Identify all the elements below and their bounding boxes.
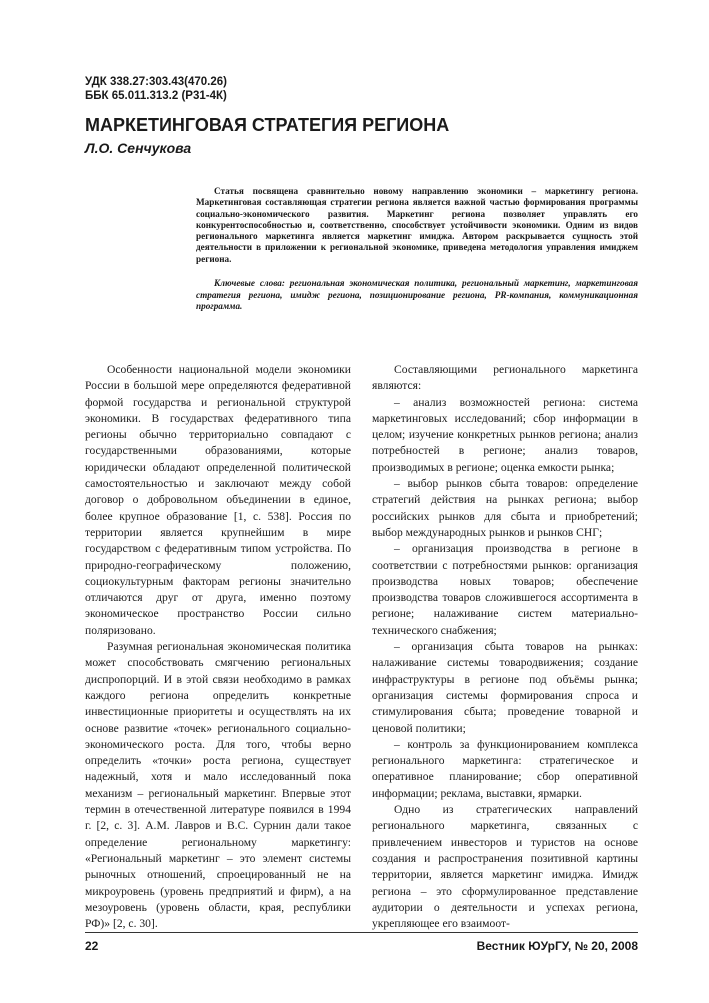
list-item: – организация производства в регионе в соответствии с потребностями рынков: организация производства новых товаров; обеспечение производства товаров сложившегося ассортимента в регионе; налаживание систем материально-технического снабжения; <box>372 542 638 637</box>
abstract <box>196 186 638 265</box>
udc-code: УДК 338.27:303.43(470.26) <box>85 76 227 88</box>
journal-name: Вестник ЮУрГУ, № 20, 2008 <box>476 939 638 953</box>
footer-divider <box>85 932 638 933</box>
list-item: – организация сбыта товаров на рынках: налаживание системы товародвижения; создание инфраструктуры в регионе под объёмы рынка; организация системы формирования спроса и стимулирования сбыта; проведение товарной и ценовой политики; <box>372 640 638 735</box>
keywords: Ключевые слова: региональная экономическая политика, региональный маркетинг, маркетинговая стратегия региона, имидж региона, позиционирование региона, PR-компания, коммуникационная программа. <box>196 278 638 311</box>
left-column <box>85 362 351 932</box>
classification-codes <box>85 75 227 103</box>
paragraph: Разумная региональная экономическая политика может способствовать смягчению региональных диспропорций. И в этой связи необходимо в рамках каждого региона определить конкретные инвестиционные приоритеты и осуществлять на их основе развитие «точек» регионального социально-экономического роста. Для того, чтобы верно определить «точки» роста региона, существует надежный, хотя и мало исследованный пока механизм – региональный маркетинг. Впервые этот термин в отечественной литературе появился в 1994 г. [2, с. 3]. А.М. Лавров и В.С. Сурнин дали такое определение региональному маркетингу: «Региональный маркетинг – это элемент системы рыночных отношений, спроецированный не на микроуровень (уровень предприятий и фирм), а на мезоуровень (уровень области, края, республики РФ)» [2, с. 30]. <box>85 640 351 931</box>
abstract-text: Статья посвящена сравнительно новому направлению экономики – маркетингу региона. Маркетинговая составляющая стратегии региона является важной частью формирования программы социально-экономического развития. Маркетинг региона позволяет управлять его конкурентоспособностью и, соответственно, способствует устойчивости экономики. Одним из видов регионального маркетинга является маркетинг имиджа. Автором раскрывается сущность этой деятельности в приложении к региональной экономике, приведена методология управления имиджем региона. <box>196 186 638 264</box>
right-column <box>372 362 638 932</box>
paragraph: Одно из стратегических направлений регионального маркетинга, связанных с привлечением инвесторов и туристов на основе создания и распространения позитивной картины территории, является маркетинг имиджа. Имидж региона – это сформулированное представление аудитории о деятельности и успехах региона, укрепляющее его взаимоот- <box>372 803 638 931</box>
article-author: Л.О. Сенчукова <box>85 140 192 156</box>
article-title: МАРКЕТИНГОВАЯ СТРАТЕГИЯ РЕГИОНА <box>85 115 450 135</box>
list-item: – контроль за функционированием комплекса регионального маркетинга: стратегическое и оперативное планирование; сбор оперативной информации; реклама, выставки, ярмарки. <box>372 737 638 800</box>
bbk-code: ББК 65.011.313.2 (Р31-4К) <box>85 90 227 102</box>
list-item: – выбор рынков сбыта товаров: определение стратегий действия на рынках региона; выбор российских рынков для сбыта и приобретений; выбор международных рынков и рынков СНГ; <box>372 477 638 539</box>
paragraph: Составляющими регионального маркетинга являются: <box>372 363 638 393</box>
page-number: 22 <box>85 939 99 953</box>
list-item: – анализ возможностей региона: система маркетинговых исследований; сбор информации в целом; изучение конкретных рынков региона; анализ потребностей в регионе; анализ товаров, производимых в регионе; оценка емкости рынка; <box>372 395 638 474</box>
paragraph: Особенности национальной модели экономики России в большой мере определяются федеративной формой государства и региональной структурой экономики. В государствах федеративного типа регионы обычно территориально совпадают с государственными образованиями, которые юридически обладают определенной политической самостоятельностью и заключают между собой договор о добровольном объединении в единое, более крупное образование [1, с. 538]. Россия по территории является крупнейшим в мире государством с федеративным типом устройства. По природно-географическому положению, социокультурным факторам регионы значительно отличаются друг от друга, именно поэтому экономическое пространство России сильно поляризовано. <box>85 363 351 637</box>
